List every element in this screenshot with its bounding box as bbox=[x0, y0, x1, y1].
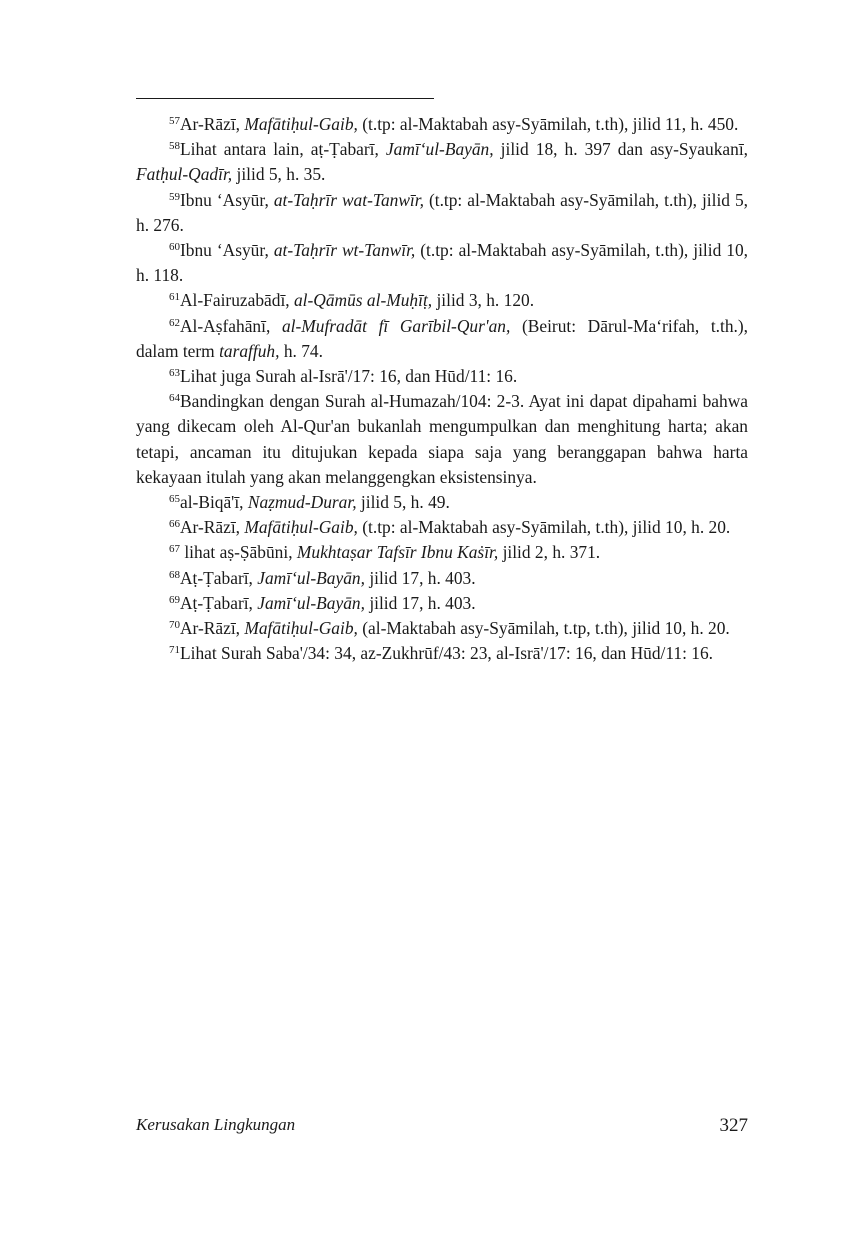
footnote-text: (t.tp: al-Maktabah asy-Syāmilah, t.th), jilid 10, h. 20. bbox=[357, 517, 731, 538]
footnote bbox=[136, 188, 748, 238]
footnote-number: 69 bbox=[169, 593, 180, 606]
footnote bbox=[136, 540, 748, 565]
footnote-text: jilid 17, h. 403. bbox=[364, 567, 476, 588]
footnote bbox=[136, 389, 748, 490]
footnote-text: Bandingkan dengan Surah al-Humazah/104: 2-3. Ayat ini dapat dipahami bahwa yang dikecam oleh Al-Qur'an bukanlah mengumpulkan dan menghitung harta; akan tetapi, ancaman itu ditujukan kepada siapa saja yang beranggapan bahwa harta kekayaan itulah yang akan melanggengkan eksistensinya. bbox=[136, 391, 748, 487]
footnote-number: 59 bbox=[169, 190, 180, 203]
footnote-text: (Beirut: Dārul-Ma‘rifah, t.th.), dalam term bbox=[136, 315, 749, 361]
footnote-work-title: Mafātiḥul-Gaib, bbox=[244, 114, 358, 134]
footnote-text: Al-Fairuzabādī, bbox=[180, 290, 294, 311]
footnote bbox=[136, 566, 748, 591]
footnote-text: Lihat Surah Saba'/34: 34, az-Zukhrūf/43: 23, al-Isrā'/17: 16, dan Hūd/11: 16. bbox=[180, 643, 714, 664]
footnote-number: 60 bbox=[169, 241, 180, 254]
footnote bbox=[136, 515, 748, 540]
page-number: 327 bbox=[719, 1115, 748, 1136]
footnote-text: Al-Aṣfahānī, bbox=[180, 315, 282, 336]
footnote-text: (t.tp: al-Maktabah asy-Syāmilah, t.th), jilid 10, h. 118. bbox=[136, 240, 748, 286]
footnote-work-title: at-Taḥrīr wat-Tanwīr, bbox=[273, 189, 424, 210]
footnote bbox=[136, 314, 748, 364]
footnote bbox=[136, 616, 748, 641]
footnote bbox=[136, 364, 748, 389]
footnote-text: Aṭ-Ṭabarī, bbox=[180, 567, 258, 588]
footnote-text: Ibnu ‘Asyūr, bbox=[180, 240, 274, 261]
footnote bbox=[136, 112, 748, 137]
footnote-number: 68 bbox=[169, 568, 180, 581]
footnote-work-title: Naẓmud-Durar, bbox=[247, 492, 357, 513]
footnote-text: jilid 2, h. 371. bbox=[498, 542, 601, 563]
footnote bbox=[136, 137, 748, 187]
footnote-number: 65 bbox=[169, 493, 180, 506]
footnote-text: Ar-Rāzī, bbox=[180, 618, 245, 639]
footnote-work-title: Mafātiḥul-Gaib, bbox=[244, 618, 358, 639]
footnote-work-title: Fatḥul-Qadīr, bbox=[136, 164, 233, 185]
footnote-work-title: al-Mufradāt fī Garībil-Qur'an, bbox=[281, 315, 511, 336]
footnote-number: 57 bbox=[169, 115, 180, 127]
footnote-number: 58 bbox=[169, 140, 180, 153]
footnote-work-title: Jamī‘ul-Bayān, bbox=[257, 592, 365, 613]
footnote-number: 70 bbox=[169, 619, 180, 632]
footnote-text: Ar-Rāzī, bbox=[180, 517, 245, 538]
footnote bbox=[136, 288, 748, 313]
footnote-work-title: Jamī‘ul-Bayān, bbox=[385, 139, 494, 160]
footnote-number: 62 bbox=[169, 316, 180, 329]
footnote-text: (t.tp: al-Maktabah asy-Syāmilah, t.th), jilid 5, h. 276. bbox=[136, 189, 749, 235]
footnote-text: Lihat antara lain, aṭ-Ṭabarī, bbox=[180, 139, 386, 160]
footnote bbox=[136, 591, 748, 616]
footnote-work-title: Mukhtaṣar Tafsīr Ibnu Kaṡīr, bbox=[296, 542, 499, 563]
footnote-text: Ibnu ‘Asyūr, bbox=[180, 189, 274, 210]
footnote-text: Ar-Rāzī, bbox=[180, 114, 245, 134]
footnote-text: lihat aṣ-Ṣābūni, bbox=[180, 542, 297, 563]
footnote-text: h. 74. bbox=[279, 340, 323, 361]
footnote-text: (al-Maktabah asy-Syāmilah, t.tp, t.th), jilid 10, h. 20. bbox=[357, 618, 730, 639]
footnote-text: Lihat juga Surah al-Isrā'/17: 16, dan Hūd/11: 16. bbox=[180, 366, 518, 387]
footnote-text: (t.tp: al-Maktabah asy-Syāmilah, t.th), jilid 11, h. 450. bbox=[357, 114, 739, 134]
footnote bbox=[136, 490, 748, 515]
footnotes-list bbox=[136, 112, 748, 666]
footnote-text: jilid 5, h. 35. bbox=[232, 164, 326, 185]
running-title: Kerusakan Lingkungan bbox=[136, 1115, 296, 1134]
footnote-number: 66 bbox=[169, 518, 180, 531]
footnote-work-title: taraffuh, bbox=[219, 340, 280, 361]
footnote-separator bbox=[136, 98, 434, 99]
footnote-text: jilid 5, h. 49. bbox=[356, 492, 450, 513]
footnote-text: Aṭ-Ṭabarī, bbox=[180, 592, 258, 613]
footnote-work-title: Mafātiḥul-Gaib, bbox=[244, 517, 358, 538]
footnote bbox=[136, 238, 748, 288]
footnote-number: 61 bbox=[169, 291, 180, 304]
footnote-number: 67 bbox=[169, 543, 180, 556]
footnote bbox=[136, 641, 748, 666]
footnote-number: 63 bbox=[169, 367, 180, 380]
footnote-number: 71 bbox=[169, 644, 180, 657]
footnote-text: jilid 17, h. 403. bbox=[364, 592, 476, 613]
footnote-work-title: Jamī‘ul-Bayān, bbox=[257, 567, 365, 588]
footnote-text: jilid 18, h. 397 dan asy-Syaukanī, bbox=[493, 139, 748, 160]
footnote-number: 64 bbox=[169, 392, 180, 405]
footnote-work-title: at-Taḥrīr wt-Tanwīr, bbox=[273, 240, 416, 261]
footnote-text: jilid 3, h. 120. bbox=[432, 290, 535, 311]
footnote-text: al-Biqā'ī, bbox=[180, 492, 248, 513]
footnote-work-title: al-Qāmūs al-Muḥīṭ, bbox=[293, 290, 433, 311]
